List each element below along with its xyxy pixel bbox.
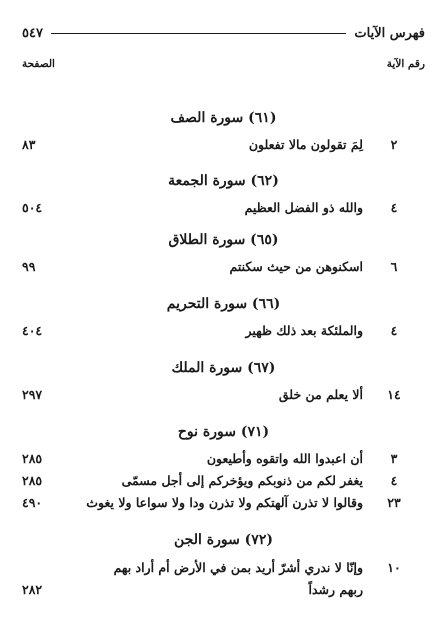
sura-title: (٦١) سورة الصف bbox=[170, 110, 277, 126]
verse-text: والله ذو الفضل العظيم bbox=[244, 199, 363, 215]
verse-number: ٢ bbox=[390, 136, 398, 152]
verse-text: وإنّا لا ندري أشرّ أريد بمن في الأرض أم أراد بهم bbox=[113, 559, 363, 575]
verse-row bbox=[22, 448, 425, 468]
verse-text: يغفر لكم من ذنوبكم ويؤخركم إلى أجل مسمّى bbox=[121, 472, 363, 488]
verse-number-heading: رقم الآية bbox=[386, 58, 425, 70]
page-reference: ٤٠٤ bbox=[22, 322, 43, 338]
page-heading: الصفحة bbox=[22, 58, 55, 70]
page-reference: ٢٨٥ bbox=[22, 472, 43, 488]
verse-row bbox=[22, 492, 425, 512]
sura-title: (٧١) سورة نوح bbox=[177, 424, 270, 440]
verse-row bbox=[22, 470, 425, 490]
sura-title: (٦٥) سورة الطلاق bbox=[168, 232, 279, 248]
verse-row bbox=[22, 320, 425, 340]
header-page-number: ٥٤٧ bbox=[22, 25, 43, 41]
header-rule bbox=[51, 33, 346, 34]
verse-text: لِمَ تقولون مالا تفعلون bbox=[248, 136, 363, 152]
verse-text: أن اعبدوا الله واتقوه وأطيعون bbox=[206, 450, 363, 466]
sura-title: (٧٢) سورة الجن bbox=[174, 532, 273, 548]
verse-number: ١٤ bbox=[387, 386, 401, 402]
page-reference: ٢٨٢ bbox=[22, 581, 43, 597]
verse-number: ٤ bbox=[390, 199, 398, 215]
verse-number: ٦ bbox=[390, 258, 398, 274]
page-reference: ٥٠٤ bbox=[22, 199, 43, 215]
verse-row bbox=[22, 384, 425, 404]
header-title: فهرس الآيات bbox=[354, 25, 425, 41]
sura-title: (٦٦) سورة التحريم bbox=[166, 296, 281, 312]
sura-title: (٦٧) سورة الملك bbox=[171, 360, 276, 376]
page-reference: ٨٣ bbox=[22, 136, 36, 152]
verse-row bbox=[22, 557, 425, 577]
page-reference: ٢٩٧ bbox=[22, 386, 43, 402]
verse-number: ٣ bbox=[390, 450, 398, 466]
verse-text: ألا يعلم من خلق bbox=[278, 386, 363, 402]
verse-text: اسكنوهن من حيث سكنتم bbox=[229, 258, 363, 274]
verse-text: وقالوا لا تذرن آلهتكم ولا تذرن ودا ولا سواعا ولا يغوث bbox=[86, 494, 363, 510]
running-header bbox=[22, 22, 425, 44]
sura-title: (٦٢) سورة الجمعة bbox=[168, 173, 279, 189]
page-reference: ٢٨٥ bbox=[22, 450, 43, 466]
verse-number: ١٠ bbox=[387, 559, 401, 575]
verse-number: ٤ bbox=[390, 322, 398, 338]
verse-row-continuation bbox=[22, 579, 425, 599]
page-reference: ٩٩ bbox=[22, 258, 36, 274]
verse-text: ربهم رشداً bbox=[308, 581, 363, 597]
page-reference: ٤٩٠ bbox=[22, 494, 43, 510]
verse-number: ٢٣ bbox=[387, 494, 401, 510]
verse-text: والملئكة بعد ذلك ظهير bbox=[245, 322, 363, 338]
verse-row bbox=[22, 197, 425, 217]
verse-row bbox=[22, 256, 425, 276]
column-headings bbox=[22, 58, 425, 76]
verse-number: ٤ bbox=[390, 472, 398, 488]
verse-row bbox=[22, 134, 425, 154]
